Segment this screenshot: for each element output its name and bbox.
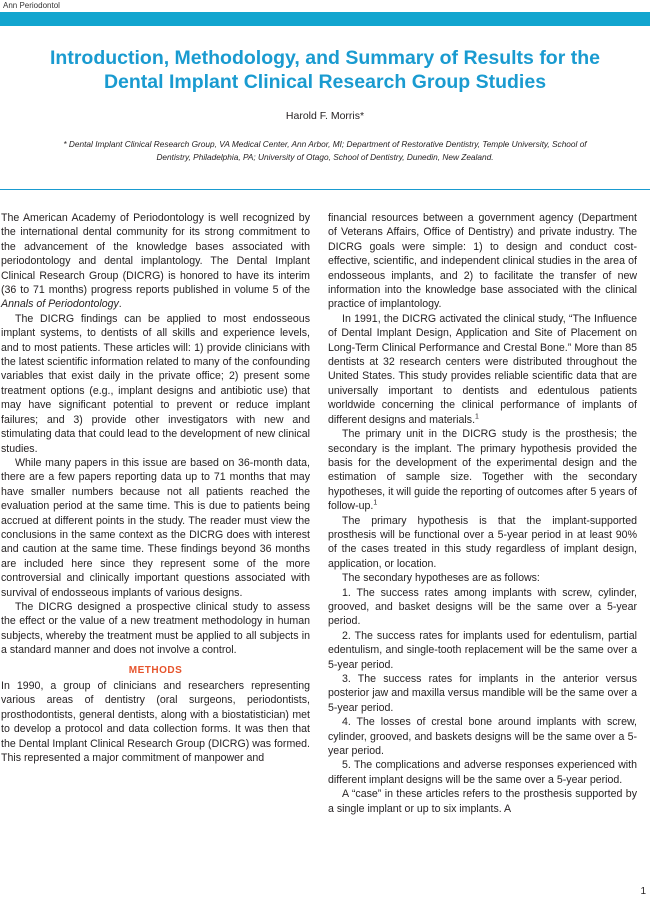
affiliation-line-2: Dentistry, Philadelphia, PA; University of Otago, School of Dentistry, Dunedin, New Zealand.: [156, 151, 494, 162]
title-line-1: Introduction, Methodology, and Summary of Results for the: [50, 47, 600, 69]
reference-mark: 1: [475, 413, 479, 421]
affiliation-line-1: * Dental Implant Clinical Research Group, VA Medical Center, Ann Arbor, MI; Department of Restorative Dentistry, Temple University, School of: [63, 139, 587, 149]
methods-paragraph-1: In 1990, a group of clinicians and researchers representing various areas of dentistry (oral surgeons, periodontists, prosthodontists, general dentists, along with a biostatistician) met to develop a protocol and data collection forms. It was then that the Dental Implant Clinical Research Group (DICRG) was formed. This represented a major commitment of manpower and: [1, 680, 310, 765]
methods-paragraph-2: financial resources between a government agency (Department of Veterans Affairs, Office of Dentistry) and private industry. The DICRG goals were simple: 1) to design and conduct cost-effective, scientific, and independent clinical studies in the area of endosseous implants, and 2) to facilitate the transfer of new information into the knowledge base associated with the clinical practice of implantology.: [328, 212, 637, 311]
section-divider: [0, 189, 650, 190]
case-definition-paragraph: A “case” in these articles refers to the prosthesis supported by a single implant or up to six implants. A: [328, 788, 637, 815]
journal-running-head: Ann Periodontol: [3, 1, 60, 10]
secondary-hypotheses-intro: The secondary hypotheses are as follows:: [342, 572, 540, 585]
methods-paragraph-3: In 1991, the DICRG activated the clinical study, “The Influence of Dental Implant Design, Application and Site of Placement on Long-Term Clinical Performance and Crestal Bone.” More than 85 dentists at 32 research centers were distributed throughout the United States. This study provides reliable scientific data that are universally important to dentists and edentulous patients worldwide concerning the clinical performance of implants of different designs and materials.$^1$: [328, 312, 637, 426]
intro-paragraph-2: The DICRG findings can be applied to most endosseous implant systems, to dentists of all skills and experience levels, and to most patients. These articles will: 1) provide clinicians with the latest scientific information related to many of the confounding variables that exist daily in the private office; 2) present some treatment options (e.g., implant designs and antibiotic use) that may have significant potential to prevent or reduce implant failures; and 3) provide other investigators with new and stimulating data that could lead to the development of new clinical studies.: [1, 312, 310, 455]
header-color-bar: [0, 12, 650, 26]
reference-mark: 1: [373, 499, 378, 507]
intro-paragraph-4: The DICRG designed a prospective clinical study to assess the effect or the value of a new treatment methodology in human subjects, whereby the treatment must be applied to all subjects in a standard manner and does not involve a control.: [1, 600, 310, 657]
hypothesis-item: 4. The losses of crestal bone around implants with screw, cylinder, grooved, and baskets designs will be the same over a 5-year period.: [328, 716, 637, 758]
author-name: Harold F. Morris*: [285, 110, 365, 122]
journal-name: Annals of Periodontology: [1, 298, 119, 311]
intro-paragraph-1: The American Academy of Periodontology is well recognized by the international dental community for its strong commitment to the advancement of the knowledge bases associated with periodontology and dental implantology. The Dental Implant Clinical Research Group (DICRG) is honored to have its interim (36 to 71 months) progress reports published in volume 5 of the Annals of Periodontology.: [1, 212, 310, 311]
primary-hypothesis: The primary hypothesis is that the implant-supported prosthesis will be functional over a 5-year period in at least 90% of the cases treated in this study regardless of implant design, application, or location.: [328, 514, 637, 570]
methods-heading: METHODS: [128, 664, 183, 676]
article-title: [0, 46, 650, 94]
title-line-2: Dental Implant Clinical Research Group Studies: [103, 71, 547, 93]
hypothesis-item: 1. The success rates among implants with screw, cylinder, grooved, and basket designs will be the same over a 5-year period.: [328, 586, 637, 628]
methods-paragraph-4: The primary unit in the DICRG study is the prosthesis; the secondary is the implant. The primary hypothesis provided the basis for the development of the experimental design and the estimation of sample size. Together with the secondary hypotheses, it will guide the reporting of outcomes after 5 years of follow-up.$^1$: [328, 428, 637, 513]
left-column: [1, 211, 310, 765]
hypothesis-item: 3. The success rates for implants in the anterior versus posterior jaw and maxilla versus mandible will be the same over a 5-year period.: [328, 673, 637, 714]
author-affiliation: [4, 138, 646, 163]
page-number: 1: [640, 886, 646, 897]
hypothesis-item: 2. The success rates for implants used for edentulism, partial edentulism, and single-tooth replacement will be the same over a 5-year period.: [328, 629, 637, 671]
intro-paragraph-3: While many papers in this issue are based on 36-month data, there are a few papers reporting data up to 71 months that may have smaller numbers because not all patients reached the evaluation period at the same time. This is due to patients being accrued at different points in the study. The reader must view the conclusions in the same context as the DICRG does with interest and caution at the same time. These findings beyond 36 months are included here since they represent some of the more controversial and clinically important questions associated with survival of endosseous implants of various designs.: [1, 456, 310, 599]
hypothesis-item: 5. The complications and adverse responses experienced with different implant designs will be the same over a 5-year period.: [328, 759, 637, 786]
right-column: [328, 211, 637, 816]
